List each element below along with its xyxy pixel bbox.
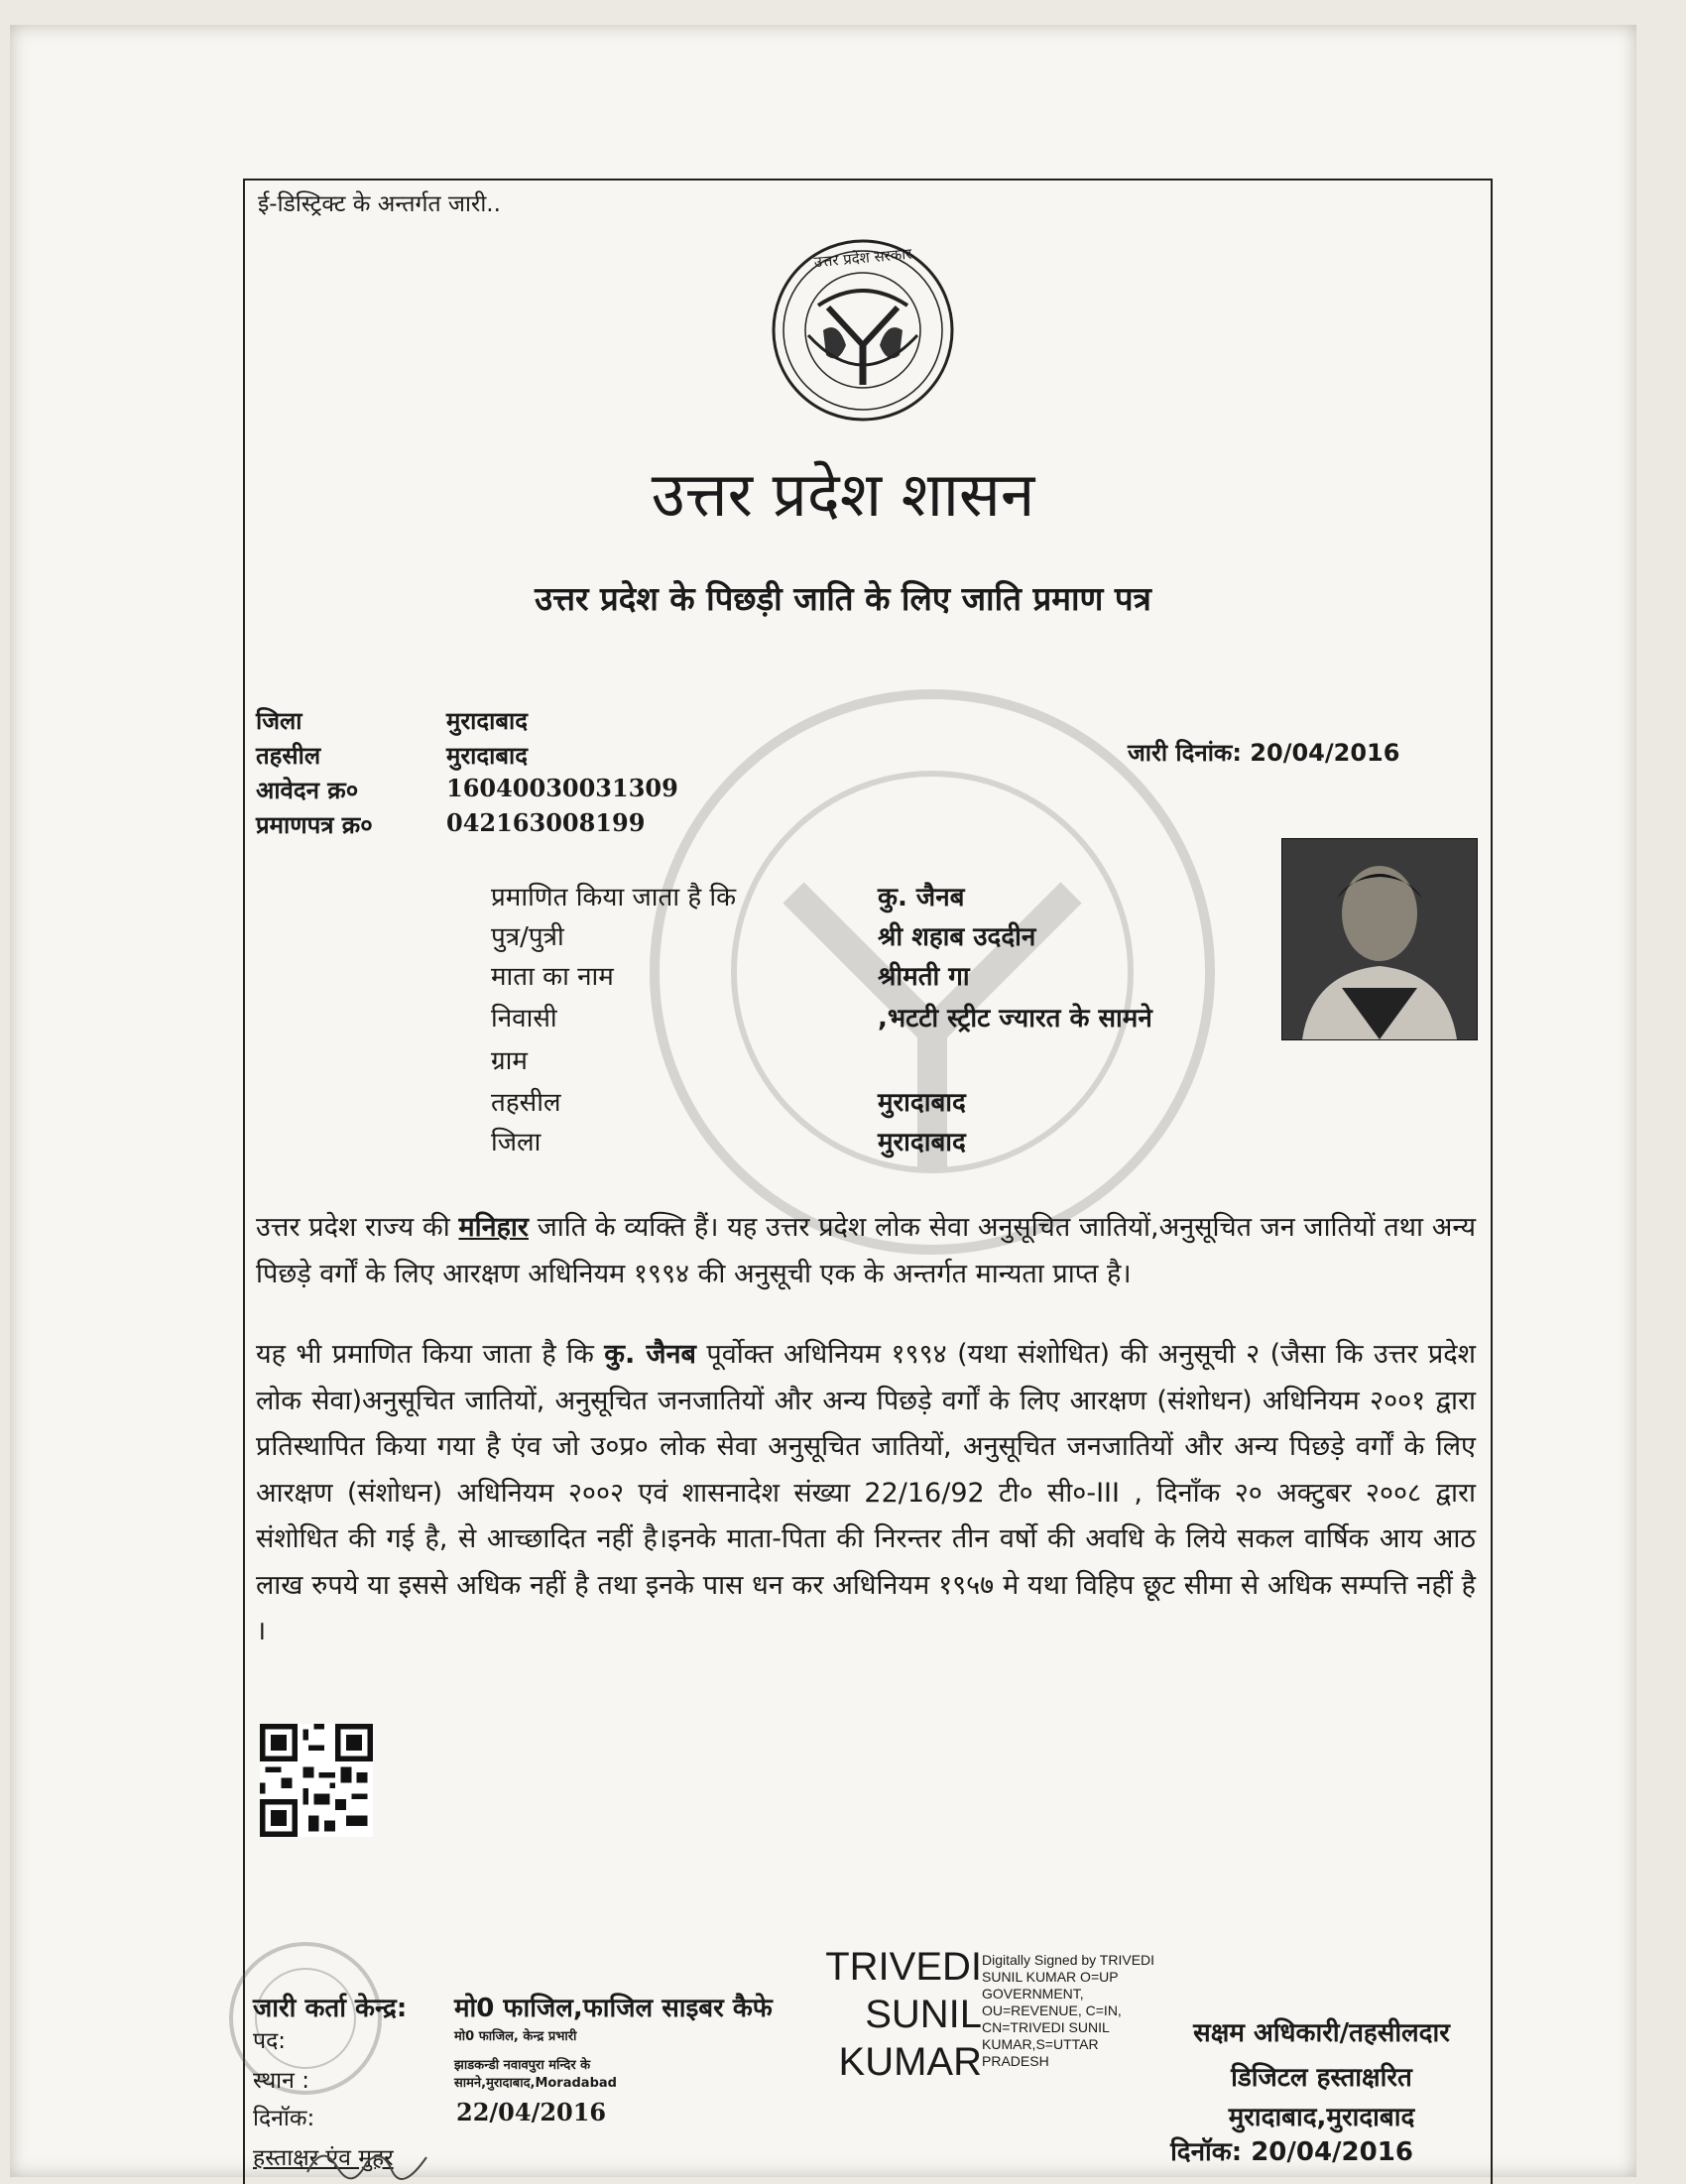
date-value: 22/04/2016	[456, 2098, 607, 2126]
signer-name-line3: KUMAR	[838, 2040, 982, 2084]
mother-value: श्रीमती गा	[878, 962, 970, 992]
issuing-center-label: जारी कर्ता केन्द्र:	[253, 1994, 408, 2023]
detail-district-label: जिला	[491, 1128, 542, 1157]
certificate-no-label: प्रमाणपत्र क्र०	[256, 811, 373, 839]
resident-label: निवासी	[491, 1004, 557, 1033]
handwritten-signature-icon	[298, 2132, 456, 2182]
issue-date: जारी दिनांक: 20/04/2016	[1128, 739, 1400, 767]
date-label: दिनॉक:	[253, 2106, 315, 2131]
mother-label: माता का नाम	[491, 962, 614, 992]
application-no-label: आवेदन क्र०	[256, 777, 359, 804]
certified-value: कु. जैनब	[878, 883, 965, 912]
signer-name-line2: SUNIL	[865, 1993, 982, 2036]
certificate-no-value: 042163008199	[446, 808, 646, 837]
resident-value: ,भटटी स्ट्रीट ज्यारत के सामने	[878, 1004, 1152, 1033]
detail-tehsil-label: तहसील	[491, 1088, 561, 1118]
issued-under-note: ई-डिस्ट्रिक्ट के अन्तर्गत जारी..	[258, 191, 501, 217]
caste-paragraph	[256, 1205, 1476, 1297]
officer-title: सक्षम अधिकारी/तहसीलदार	[1193, 2018, 1450, 2048]
officer-date: दिनॉक: 20/04/2016	[1170, 2137, 1413, 2167]
issuing-center-value: मो0 फाजिल,फाजिल साइबर कैफे	[454, 1994, 773, 2023]
post-value: मो0 फाजिल, केन्द्र प्रभारी	[454, 2029, 577, 2044]
eligibility-paragraph-lead: यह भी प्रमाणित किया जाता है कि	[256, 1339, 605, 1370]
district-value: मुरादाबाद	[446, 706, 529, 735]
detail-district-value: मुरादाबाद	[878, 1128, 966, 1157]
signature-seal-label: हस्ताक्षर एंव मुहर	[253, 2145, 394, 2171]
eligibility-name: कु. जैनब	[604, 1339, 696, 1370]
person-icon	[1282, 839, 1477, 1039]
village-label: ग्राम	[491, 1046, 528, 1076]
officer-place: मुरादाबाद,मुरादाबाद	[1228, 2103, 1415, 2132]
qr-code-icon	[260, 1721, 373, 1840]
child-of-label: पुत्र/पुत्री	[491, 922, 564, 952]
post-label: पद:	[253, 2028, 287, 2054]
tehsil-value: मुरादाबाद	[446, 741, 529, 770]
place-label: स्थान :	[253, 2068, 309, 2094]
certified-label: प्रमाणित किया जाता है कि	[491, 883, 737, 912]
eligibility-paragraph	[256, 1332, 1476, 1655]
emblem-text: उत्तर प्रदेश सरकार	[813, 244, 912, 272]
caste-name: मनिहार	[458, 1212, 529, 1243]
signer-name-line1: TRIVEDI	[825, 1945, 982, 1989]
application-no-value: 16040030031309	[446, 774, 678, 802]
caste-paragraph-lead: उत्तर प्रदेश राज्य की	[256, 1212, 459, 1243]
tehsil-label: तहसील	[256, 742, 321, 770]
caste-paragraph-rest: जाति के व्यक्ति हैं। यह उत्तर प्रदेश लोक सेवा अनुसूचित जातियों,अनुसूचित जन जातियों तथा अन्य पिछड़े वर्गों के लिए आरक्षण अधिनियम १९९४ की अनुसूची एक के अन्तर्गत मान्यता प्राप्त है।	[256, 1212, 1476, 1289]
government-title: उत्तर प्रदेश शासन	[651, 458, 1035, 531]
detail-tehsil-value: मुरादाबाद	[878, 1088, 966, 1118]
applicant-photo	[1281, 838, 1478, 1040]
eligibility-paragraph-rest: पूर्वोक्त अधिनियम १९९४ (यथा संशोधित) की अनुसूची २ (जैसा कि उत्तर प्रदेश लोक सेवा)अनुसूचित जातियों, अनुसूचित जनजातियों और अन्य पिछड़े वर्गों के लिए आरक्षण (संशोधन) अधिनियम २००१ द्वारा प्रतिस्थापित किया गया है एंव जो उ०प्र० लोक सेवा अनुसूचित जातियों, अनुसूचित जनजातियों और अन्य पिछड़े वर्गों के लिए आरक्षण (संशोधन) अधिनियम २००२ एवं शासनादेश संख्या 22/16/92 टी० सी०-III , दिनाँक २० अक्टुबर २००८ द्वारा संशोधित की गई है, से आच्छादित नहीं है।इनके माता-पिता की निरन्तर तीन वर्षो की अवधि के लिये सकल वार्षिक आय आठ लाख रुपये या इससे अधिक नहीं है तथा इनके पास धन कर अधिनियम १९५७ मे यथा विहिप छूट सीमा से अधिक सम्पत्ति नहीं है ।	[256, 1339, 1476, 1646]
officer-digital-signature: डिजिटल हस्ताक्षरित	[1231, 2063, 1412, 2093]
digital-signature-detail: Digitally Signed by TRIVEDI SUNIL KUMAR O=UP GOVERNMENT, OU=REVENUE, C=IN, CN=TRIVEDI SUNIL KUMAR,S=UTTAR PRADESH	[982, 1952, 1155, 2069]
district-label: जिला	[256, 707, 302, 735]
place-value-line2: सामने,मुरादाबाद,Moradabad	[454, 2076, 617, 2091]
child-of-value: श्री शहाब उददीन	[878, 922, 1036, 952]
place-value-line1: झाडकन्डी नवावपुरा मन्दिर के	[454, 2058, 591, 2073]
certificate-title: उत्तर प्रदेश के पिछड़ी जाति के लिए जाति प्रमाण पत्र	[535, 579, 1151, 618]
